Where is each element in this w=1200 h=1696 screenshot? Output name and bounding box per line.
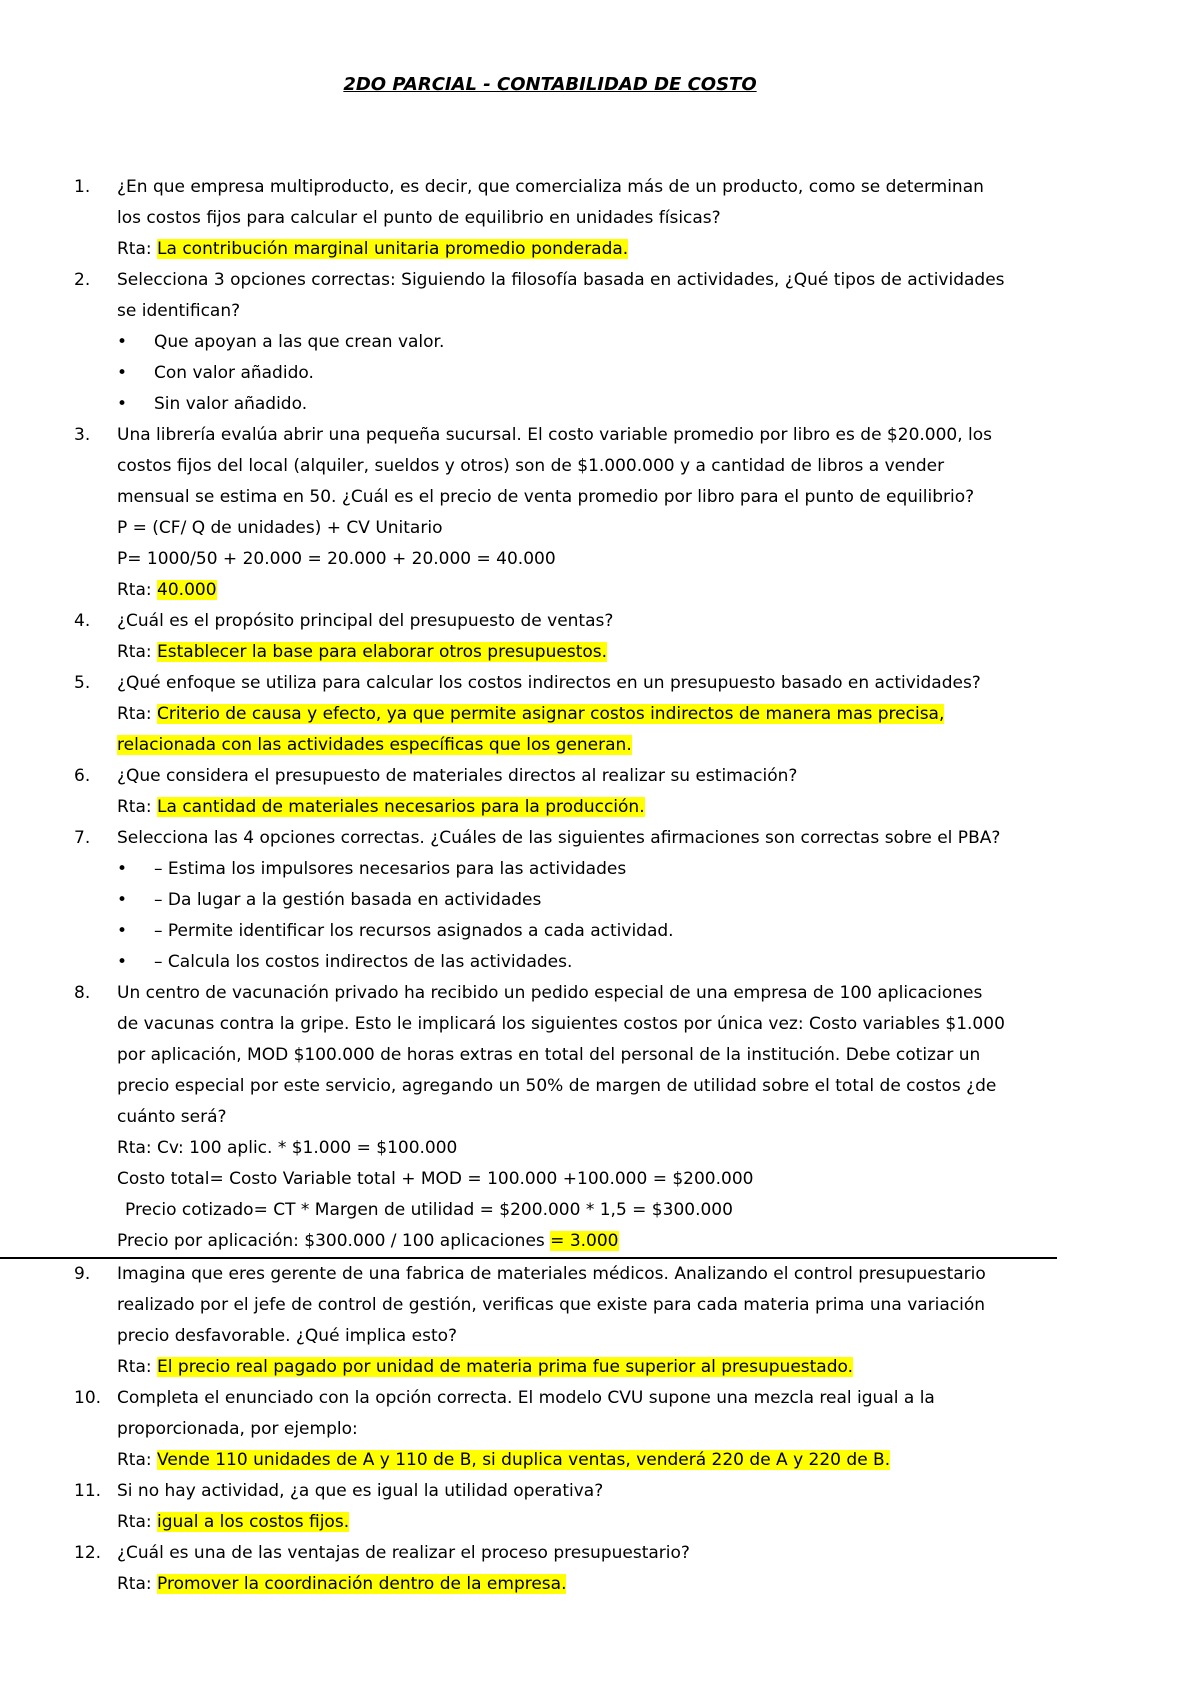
bullet-icon: •: [117, 859, 128, 879]
answer-highlight: Vende 110 unidades de A y 110 de B, si duplica ventas, venderá 220 de A y 220 de B.: [157, 1450, 891, 1470]
answer-prefix: Rta:: [117, 1357, 158, 1377]
answer-highlight: relacionada con las actividades específicas que los generan.: [117, 735, 632, 755]
answer-line: [117, 792, 1057, 823]
question-text: mensual se estima en 50. ¿Cuál es el precio de venta promedio por libro para el punto de equilibrio?: [117, 487, 975, 507]
answer-option: [117, 358, 1057, 389]
bullet-icon: •: [117, 394, 128, 414]
answer-prefix: Rta:: [117, 1450, 158, 1470]
final-price-line: [117, 1226, 1057, 1257]
question-text: proporcionada, por ejemplo:: [117, 1419, 358, 1439]
question-12: [0, 1538, 1057, 1600]
calculation-line: Costo total= Costo Variable total + MOD = 100.000 +100.000 = $200.000: [117, 1169, 754, 1189]
answer-highlight: Establecer la base para elaborar otros presupuestos.: [157, 642, 608, 662]
bullet-icon: •: [117, 363, 128, 383]
bullet-icon: •: [117, 952, 128, 972]
question-text: ¿En que empresa multiproducto, es decir, que comercializa más de un producto, como se determinan: [117, 177, 984, 197]
option-text: Sin valor añadido.: [154, 394, 308, 414]
question-11: [0, 1476, 1057, 1538]
option-text: Con valor añadido.: [154, 363, 314, 383]
bullet-icon: •: [117, 890, 128, 910]
answer-highlight: = 3.000: [550, 1231, 619, 1251]
question-text: por aplicación, MOD $100.000 de horas extras en total del personal de la institución. Debe cotizar un: [117, 1045, 981, 1065]
answer-highlight: igual a los costos fijos.: [157, 1512, 350, 1532]
answer-option: [117, 389, 1057, 420]
answer-option: [117, 916, 1057, 947]
question-number: 1.: [74, 177, 91, 197]
option-text: – Da lugar a la gestión basada en actividades: [154, 890, 542, 910]
answer-prefix: Rta:: [117, 704, 158, 724]
question-text: Si no hay actividad, ¿a que es igual la utilidad operativa?: [117, 1481, 604, 1501]
question-text: Completa el enunciado con la opción correcta. El modelo CVU supone una mezcla real igual a la: [117, 1388, 935, 1408]
answer-prefix: Rta:: [117, 580, 158, 600]
question-number: 2.: [74, 270, 91, 290]
question-number: 3.: [74, 425, 91, 445]
question-number: 8.: [74, 983, 91, 1003]
answer-line: [117, 1352, 1057, 1383]
question-number: 4.: [74, 611, 91, 631]
question-text: cuánto será?: [117, 1107, 227, 1127]
option-text: Que apoyan a las que crean valor.: [154, 332, 445, 352]
answer-line: [117, 1569, 1057, 1600]
question-3: [0, 420, 1057, 606]
question-2: [0, 265, 1057, 420]
answer-line: [117, 575, 1057, 606]
question-text: de vacunas contra la gripe. Esto le implicará los siguientes costos por única vez: Costo variables $1.000: [117, 1014, 1005, 1034]
bullet-icon: •: [117, 332, 128, 352]
question-9: [0, 1259, 1057, 1383]
answer-highlight: Criterio de causa y efecto, ya que permite asignar costos indirectos de manera mas precisa,: [157, 704, 945, 724]
bullet-icon: •: [117, 921, 128, 941]
question-8: [0, 978, 1057, 1259]
question-text: precio desfavorable. ¿Qué implica esto?: [117, 1326, 458, 1346]
document-title: 2DO PARCIAL - CONTABILIDAD DE COSTO: [343, 74, 757, 95]
answer-highlight: Promover la coordinación dentro de la empresa.: [157, 1574, 567, 1594]
answer-prefix: Rta:: [117, 239, 158, 259]
answer-prefix: Rta:: [117, 1512, 158, 1532]
answer-option: [117, 947, 1057, 978]
question-list: [0, 172, 1200, 1600]
answer-highlight: 40.000: [157, 580, 217, 600]
answer-highlight: El precio real pagado por unidad de materia prima fue superior al presupuestado.: [157, 1357, 854, 1377]
question-text: costos fijos del local (alquiler, sueldos y otros) son de $1.000.000 y a cantidad de libros a vender: [117, 456, 945, 476]
answer-option: [117, 885, 1057, 916]
answer-prefix: Rta:: [117, 642, 158, 662]
option-text: – Permite identificar los recursos asignados a cada actividad.: [154, 921, 674, 941]
question-6: [0, 761, 1057, 823]
question-number: 11.: [74, 1481, 102, 1501]
option-text: – Calcula los costos indirectos de las actividades.: [154, 952, 573, 972]
question-10: [0, 1383, 1057, 1476]
answer-option: [117, 327, 1057, 358]
answer-prefix: Rta:: [117, 1574, 158, 1594]
answer-prefix: Rta:: [117, 797, 158, 817]
question-text: Selecciona 3 opciones correctas: Siguiendo la filosofía basada en actividades, ¿Qué tipos de actividades: [117, 270, 1005, 290]
final-price-text: Precio por aplicación: $300.000 / 100 aplicaciones: [117, 1231, 551, 1251]
question-text: se identifican?: [117, 301, 241, 321]
question-text: precio especial por este servicio, agregando un 50% de margen de utilidad sobre el total de costos ¿de: [117, 1076, 997, 1096]
question-text: Selecciona las 4 opciones correctas. ¿Cuáles de las siguientes afirmaciones son correctas sobre el PBA?: [117, 828, 1001, 848]
question-text: realizado por el jefe de control de gestión, verificas que existe para cada materia prima una variación: [117, 1295, 986, 1315]
answer-line: Rta: Cv: 100 aplic. * $1.000 = $100.000: [117, 1138, 458, 1158]
answer-highlight: La contribución marginal unitaria promedio ponderada.: [157, 239, 629, 259]
question-text: ¿Cuál es una de las ventajas de realizar el proceso presupuestario?: [117, 1543, 690, 1563]
question-text: ¿Cuál es el propósito principal del presupuesto de ventas?: [117, 611, 614, 631]
question-number: 10.: [74, 1388, 102, 1408]
question-1: [0, 172, 1057, 265]
formula-line: P= 1000/50 + 20.000 = 20.000 + 20.000 = 40.000: [117, 549, 556, 569]
question-number: 7.: [74, 828, 91, 848]
calculation-line: Precio cotizado= CT * Margen de utilidad = $200.000 * 1,5 = $300.000: [125, 1200, 733, 1220]
question-text: Una librería evalúa abrir una pequeña sucursal. El costo variable promedio por libro es de $20.000, los: [117, 425, 993, 445]
answer-line-continued: [117, 730, 1057, 761]
formula-line: P = (CF/ Q de unidades) + CV Unitario: [117, 518, 443, 538]
answer-line: [117, 234, 1057, 265]
answer-line: [117, 637, 1057, 668]
question-text: los costos fijos para calcular el punto de equilibrio en unidades físicas?: [117, 208, 721, 228]
answer-highlight: La cantidad de materiales necesarios para la producción.: [157, 797, 645, 817]
question-text: ¿Que considera el presupuesto de materiales directos al realizar su estimación?: [117, 766, 798, 786]
answer-option: [117, 854, 1057, 885]
question-number: 9.: [74, 1264, 91, 1284]
question-5: [0, 668, 1057, 761]
answer-line: [117, 699, 1057, 730]
question-number: 5.: [74, 673, 91, 693]
question-number: 6.: [74, 766, 91, 786]
option-text: – Estima los impulsores necesarios para las actividades: [154, 859, 627, 879]
question-4: [0, 606, 1057, 668]
answer-line: [117, 1507, 1057, 1538]
question-text: Imagina que eres gerente de una fabrica de materiales médicos. Analizando el control presupuestario: [117, 1264, 986, 1284]
question-text: Un centro de vacunación privado ha recibido un pedido especial de una empresa de 100 aplicaciones: [117, 983, 983, 1003]
answer-line: [117, 1445, 1057, 1476]
question-7: [0, 823, 1057, 978]
question-number: 12.: [74, 1543, 102, 1563]
question-text: ¿Qué enfoque se utiliza para calcular los costos indirectos en un presupuesto basado en actividades?: [117, 673, 981, 693]
